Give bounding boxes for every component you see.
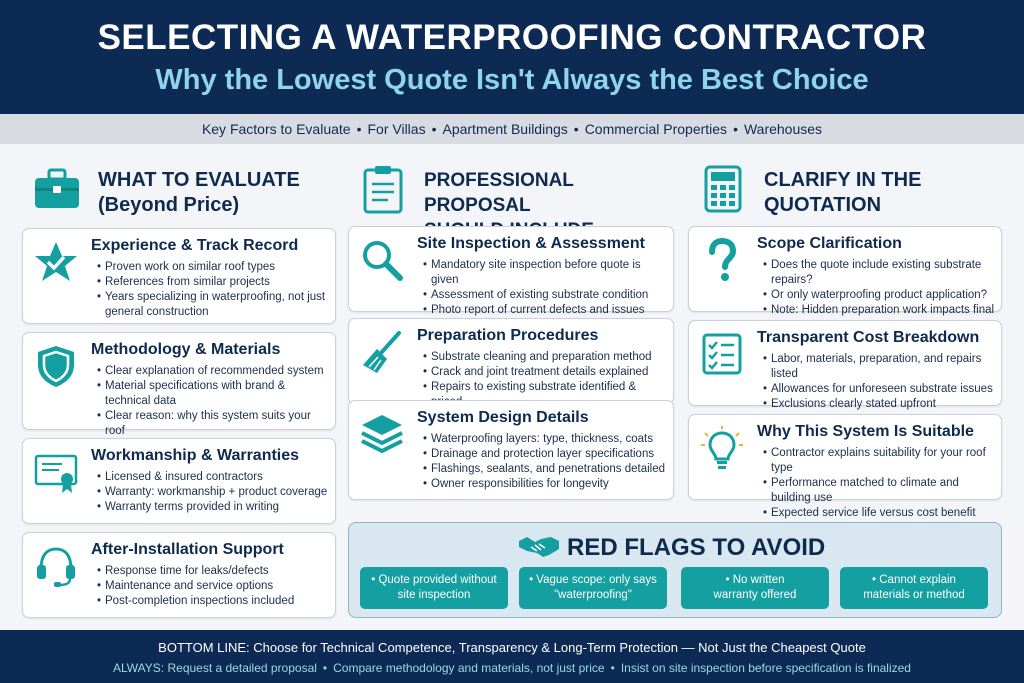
card-support [22,532,336,618]
bullet-item: • References from similar projects [97,275,329,290]
bullet-item: • Photo report of current defects and issues [423,303,667,318]
column-heading [688,150,1002,225]
column-title-line1: PROFESSIONAL PROPOSAL [424,170,574,216]
tip-separator: • [610,661,615,675]
card-bullets [97,564,329,609]
red-flag-item [360,567,508,609]
tip-site-inspection: Insist on site inspection before specification is finalized [620,661,911,675]
bullet-item: • Warranty terms provided in writing [97,500,329,515]
card-experience [22,228,336,324]
clipboard-icon [358,164,408,214]
bullet-item: • Post-completion inspections included [97,594,329,609]
bullet-item: • Material specifications with brand & technical data [97,379,329,409]
bullet-item: • Clear reason: why this system suits your roof [97,409,329,439]
card-bullets [97,364,329,439]
bullet-item: • Owner responsibilities for longevity [423,477,667,492]
column-clarify-quotation [688,150,1002,519]
card-site-inspection [348,226,674,316]
card-title: Scope Clarification [757,235,902,252]
red-flag-line2: warranty offered [713,589,797,601]
card-cost-breakdown [688,320,1002,410]
calculator-icon [698,164,748,214]
red-flags-panel [348,522,1002,618]
column-title-line1: WHAT TO EVALUATE [98,169,300,191]
card-title: After-Installation Support [91,541,284,558]
card-title: Transparent Cost Breakdown [757,329,980,346]
page-subtitle: Why the Lowest Quote Isn't Always the Best Choice [155,64,869,96]
bullet-item: • Proven work on similar roof types [97,260,329,275]
handshake-icon [517,533,561,559]
bullet-item: • Repairs to existing substrate identified & [423,380,667,410]
bullet-item: • Does the quote include existing substrate repairs? [763,258,995,288]
bullet-item: • Substrate cleaning and preparation method [423,350,667,365]
column-title [98,168,300,218]
layers-icon [359,411,405,457]
bullet-item: • Warranty: workmanship + product coverage [97,485,329,500]
bullet-item: • Or only waterproofing product application? [763,288,995,303]
card-bullets [423,258,667,318]
card-bullets [423,432,667,492]
card-title: Workmanship & Warranties [91,447,300,464]
red-flags-heading [349,531,1001,561]
column-title-line2: (Beyond Price) [98,194,240,216]
bullet-item: • Years specializing in waterproofing, not just general construction [97,290,329,320]
card-scope [688,226,1002,316]
bullet-item: • Drainage and protection layer specifications [423,447,667,462]
bottom-line-text: BOTTOM LINE: Choose for Technical Competence, Transparency & Long-Term Protection — Not Just the Cheapest Quote [158,640,866,655]
magnifier-icon [359,237,405,283]
card-title: Why This System Is Suitable [757,423,974,440]
checklist-icon [699,331,745,377]
red-flag-line1: • Vague scope: only says [529,574,657,586]
topic-warehouses: Warehouses [743,121,823,137]
card-bullets [763,352,995,412]
column-title-line1: CLARIFY IN THE [764,169,922,191]
tip-separator: • [322,661,328,675]
card-preparation [348,318,674,404]
page-title: SELECTING A WATERPROOFING CONTRACTOR [97,18,927,57]
topic-separator: • [431,121,437,137]
bullet-item: • Exclusions clearly stated upfront [763,397,995,412]
bullet-item: • Assessment of existing substrate condition [423,288,667,303]
topic-apartments: Apartment Buildings [442,121,568,137]
bullet-item: • Licensed & insured contractors [97,470,329,485]
column-heading [22,150,336,225]
card-title: Preparation Procedures [417,327,599,344]
star-check-icon [33,239,79,285]
red-flag-line2: "waterproofing" [554,589,632,601]
red-flags-title: RED FLAGS TO AVOID [567,534,826,561]
card-bullets [97,260,329,320]
red-flag-item [840,567,988,609]
red-flag-line2: materials or method [863,589,965,601]
bullet-item: • Waterproofing layers: type, thickness, coats [423,432,667,447]
briefcase-icon [32,164,82,214]
bullet-item: • Crack and joint treatment details explained [423,365,667,380]
topic-key-factors: Key Factors to Evaluate [201,121,351,137]
tip-detailed-proposal: ALWAYS: Request a detailed proposal [113,661,317,675]
bullet-item: • Performance matched to climate and building use [763,476,995,506]
bullet-item: • Response time for leaks/defects [97,564,329,579]
card-system-design [348,400,674,500]
certificate-icon [33,449,79,495]
topic-separator: • [356,121,362,137]
bullet-item: • Clear explanation of recommended system [97,364,329,379]
footer-banner [0,630,1024,683]
card-title: Methodology & Materials [91,341,281,358]
bullet-item: • Flashings, sealants, and penetrations detailed [423,462,667,477]
headset-icon [33,543,79,589]
card-methodology [22,332,336,437]
card-system-suitable [688,414,1002,519]
always-tips [0,661,1024,675]
header-banner [0,0,1024,114]
topic-separator: • [573,121,579,137]
column-title-line2: QUOTATION [764,194,882,216]
column-what-to-evaluate [22,150,336,620]
question-icon [699,237,745,283]
shield-icon [33,343,79,389]
card-bullets [763,446,995,521]
column-professional-proposal [348,150,674,510]
card-title: Site Inspection & Assessment [417,235,645,252]
red-flag-item [519,567,667,609]
column-heading [348,150,674,225]
card-workmanship [22,438,336,524]
topic-separator: • [733,121,738,137]
red-flag-line1: • Quote provided without [371,574,497,586]
tip-compare-methodology: Compare methodology and materials, not just price [333,661,605,675]
red-flag-item [681,567,829,609]
card-bullets [97,470,329,515]
bullet-item: • Mandatory site inspection before quote is given [423,258,667,288]
bullet-item: • Maintenance and service options [97,579,329,594]
topics-bar [0,114,1024,144]
card-title: System Design Details [417,409,589,426]
bullet-item: • Contractor explains suitability for your roof type [763,446,995,476]
topic-commercial: Commercial Properties [584,121,728,137]
bullet-item: • Note: Hidden preparation work impacts final [763,303,995,333]
broom-icon [359,329,405,375]
bullet-item: • Expected service life versus cost benefit [763,506,995,521]
red-flag-line1: • Cannot explain [872,574,956,586]
topic-villas: For Villas [367,121,426,137]
red-flag-line1: • No written [725,574,785,586]
bullet-item: • Labor, materials, preparation, and repairs listed [763,352,995,382]
bullet-item: • Allowances for unforeseen substrate issues [763,382,995,397]
card-title: Experience & Track Record [91,237,299,254]
column-title [764,168,921,218]
red-flag-line2: site inspection [397,589,471,601]
lightbulb-icon [699,425,745,471]
